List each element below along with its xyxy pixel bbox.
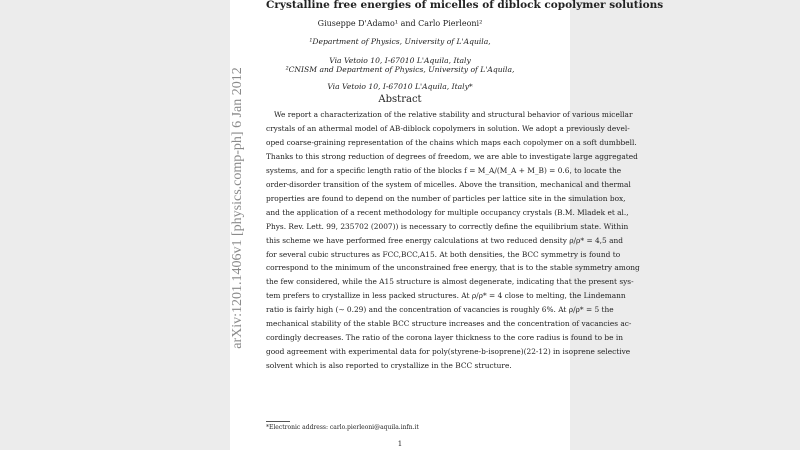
affiliation-line: Via Vetoio 10, I-67010 L'Aquila, Italy*: [327, 82, 473, 91]
footnote-rule: [266, 421, 290, 422]
authors: Giuseppe D'Adamo¹ and Carlo Pierleoni²: [317, 19, 483, 28]
arxiv-identifier: arXiv:1201.1406v1 [physics.comp-ph] 6 Jan 2012: [230, 67, 245, 349]
abstract-line: mechanical stability of the stable BCC structure increases and the concentration of vacancies ac-: [266, 319, 632, 329]
abstract-line: and the application of a recent methodology for multiple occupancy crystals (B.M. Mladek et al.,: [266, 207, 629, 217]
abstract-heading: Abstract: [378, 94, 422, 105]
abstract-line: correspond to the minimum of the unconstrained free energy, that is to the stable symmetry among: [266, 263, 640, 273]
abstract-line: cordingly decreases. The ratio of the corona layer thickness to the core radius is found to be in: [266, 333, 623, 343]
abstract-line: tem prefers to crystallize in less packed structures. At ρ/ρ* = 4 close to melting, the Lindemann: [266, 291, 626, 301]
abstract-line: properties are found to depend on the number of particles per lattice site in the simulation box,: [266, 193, 626, 203]
abstract-line: order-disorder transition of the system of micelles. Above the transition, mechanical and thermal: [266, 179, 631, 189]
affiliation-line: ²CNISM and Department of Physics, University of L'Aquila,: [285, 65, 515, 74]
abstract-line: systems, and for a specific length ratio of the blocks f = M_A/(M_A + M_B) = 0.6, to locate the: [266, 165, 622, 175]
abstract-line: Phys. Rev. Lett. 99, 235702 (2007)) is necessary to correctly define the equilibrium state. Within: [266, 221, 629, 231]
paper-page: [230, 0, 664, 450]
affiliation-line: Via Vetoio 10, I-67010 L'Aquila, Italy: [329, 56, 471, 65]
paper-title: Crystalline free energies of micelles of diblock copolymer solutions: [266, 0, 664, 11]
footnote: *Electronic address: carlo.pierleoni@aquila.infn.it: [266, 424, 419, 431]
abstract-line: this scheme we have performed free energy calculations at two reduced density ρ/ρ* = 4,5 and: [266, 235, 623, 245]
abstract-line: good agreement with experimental data for poly(styrene-b-isoprene)(22-12) in isoprene selective: [266, 347, 631, 357]
abstract-line: crystals of an athermal model of AB-diblock copolymers in solution. We adopt a previously devel-: [266, 123, 630, 133]
abstract-line: for several cubic structures as FCC,BCC,A15. At both densities, the BCC symmetry is found to: [266, 249, 621, 259]
abstract-line: oped coarse-graining representation of the chains which maps each copolymer on a soft dumbbell.: [266, 137, 637, 147]
abstract-line: the few considered, while the A15 structure is almost degenerate, indicating that the present sys-: [266, 277, 634, 287]
page-number: 1: [397, 440, 403, 448]
abstract-line: ratio is fairly high (∼ 0.29) and the concentration of vacancies is roughly 6%. At ρ/ρ* = 5 the: [266, 305, 614, 315]
abstract-line: Thanks to this strong reduction of degrees of freedom, we are able to investigate large aggregated: [266, 151, 638, 161]
abstract-line: We report a characterization of the relative stability and structural behavior of various micellar: [274, 110, 633, 119]
affiliation-line: ¹Department of Physics, University of L'Aquila,: [309, 37, 491, 46]
abstract-line: solvent which is also reported to crystallize in the BCC structure.: [266, 361, 512, 371]
